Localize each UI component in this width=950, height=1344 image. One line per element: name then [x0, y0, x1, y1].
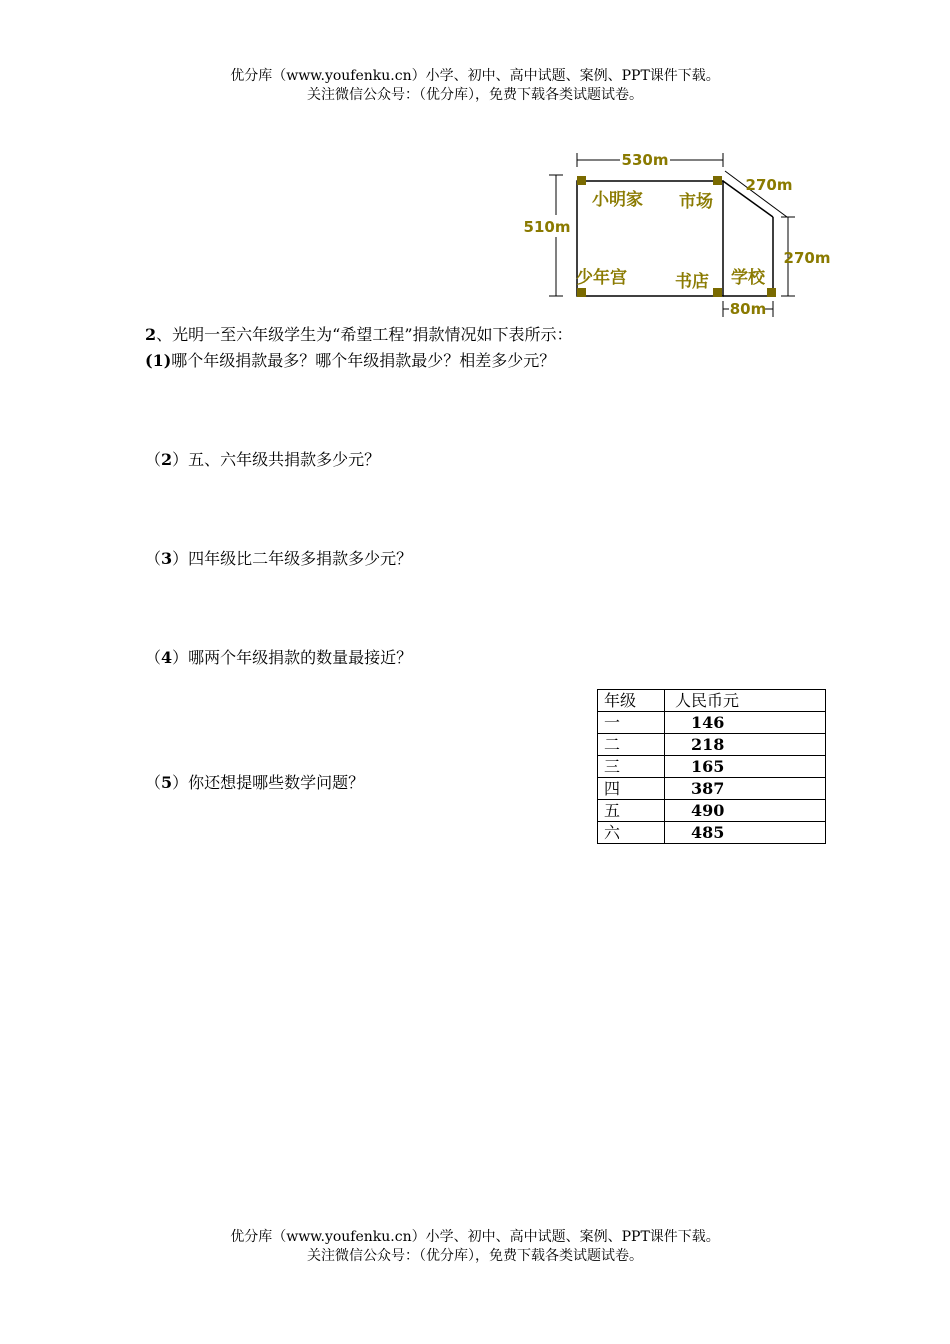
- table-row: [598, 778, 826, 800]
- part-2-number: 2: [161, 450, 173, 469]
- dim-right-label: 270m: [783, 249, 831, 267]
- header-line-2: 关注微信公众号：（优分库），免费下载各类试题试卷。: [307, 87, 643, 103]
- donation-table: [597, 689, 826, 844]
- footer-line-2: 关注微信公众号：（优分库），免费下载各类试题试卷。: [307, 1248, 643, 1264]
- footer-line-1: 优分库（www.youfenku.cn）小学、初中、高中试题、案例、PPT课件下载。: [230, 1229, 720, 1245]
- question-2-part-4: [145, 647, 412, 669]
- table-cell-grade: 五: [598, 800, 665, 822]
- table-header-amount: 人民币元: [665, 690, 826, 712]
- table-row: [598, 800, 826, 822]
- marker-bookstore: [713, 288, 722, 297]
- marker-school: [767, 288, 776, 297]
- dim-diag-label: 270m: [745, 176, 793, 194]
- question-2-part-1: [145, 350, 555, 372]
- dim-top-label: 530m: [621, 151, 669, 169]
- question-2-text: 、光明一至六年级学生为“希望工程”捐款情况如下表所示：: [156, 325, 573, 344]
- part-3-open: （: [145, 549, 162, 568]
- table-cell-amount: 165: [665, 756, 826, 778]
- part-1-text: 哪个年级捐款最多？哪个年级捐款最少？相差多少元？: [171, 351, 556, 370]
- dim-bottom-label: 80m: [729, 300, 767, 318]
- place-school: 学校: [731, 268, 765, 288]
- route-diagram-svg: [515, 145, 835, 325]
- part-5-open: （: [145, 773, 162, 792]
- table-cell-amount: 485: [665, 822, 826, 844]
- table-row: [598, 712, 826, 734]
- question-2-part-3: [145, 548, 412, 570]
- table-cell-amount: 218: [665, 734, 826, 756]
- table-cell-grade: 一: [598, 712, 665, 734]
- part-2-open: （: [145, 450, 162, 469]
- table-header-row: [598, 690, 826, 712]
- marker-youth-palace: [577, 288, 586, 297]
- part-2-close: ）: [172, 450, 189, 469]
- part-4-close: ）: [172, 648, 189, 667]
- route-diagram: [515, 145, 835, 325]
- part-5-text: 你还想提哪些数学问题？: [188, 773, 365, 792]
- part-4-open: （: [145, 648, 162, 667]
- part-3-number: 3: [161, 549, 173, 568]
- part-5-close: ）: [172, 773, 189, 792]
- question-2-part-5: [145, 772, 364, 794]
- part-4-number: 4: [161, 648, 173, 667]
- table-cell-grade: 四: [598, 778, 665, 800]
- marker-xiaoming-home: [577, 176, 586, 185]
- marker-market: [713, 176, 722, 185]
- place-bookstore: 书店: [675, 272, 709, 292]
- table-header-grade: 年级: [598, 690, 665, 712]
- part-3-close: ）: [172, 549, 189, 568]
- table-cell-amount: 387: [665, 778, 826, 800]
- table-cell-grade: 六: [598, 822, 665, 844]
- part-3-text: 四年级比二年级多捐款多少元？: [188, 549, 413, 568]
- table-cell-grade: 三: [598, 756, 665, 778]
- table-cell-amount: 146: [665, 712, 826, 734]
- header-line-1: 优分库（www.youfenku.cn）小学、初中、高中试题、案例、PPT课件下载。: [230, 68, 720, 84]
- part-5-number: 5: [161, 773, 173, 792]
- question-2-part-2: [145, 449, 380, 471]
- table-row: [598, 734, 826, 756]
- place-youth-palace: 少年宫: [576, 268, 627, 288]
- table-row: [598, 756, 826, 778]
- place-market: 市场: [679, 192, 713, 212]
- part-1-label: (1): [145, 351, 172, 370]
- table-cell-grade: 二: [598, 734, 665, 756]
- dim-left-label: 510m: [523, 218, 571, 236]
- part-2-text: 五、六年级共捐款多少元？: [188, 450, 381, 469]
- question-2-intro: [145, 324, 573, 346]
- question-2-number: 2: [145, 325, 157, 344]
- table-cell-amount: 490: [665, 800, 826, 822]
- table-row: [598, 822, 826, 844]
- part-4-text: 哪两个年级捐款的数量最接近？: [188, 648, 413, 667]
- place-xiaoming-home: 小明家: [592, 190, 643, 210]
